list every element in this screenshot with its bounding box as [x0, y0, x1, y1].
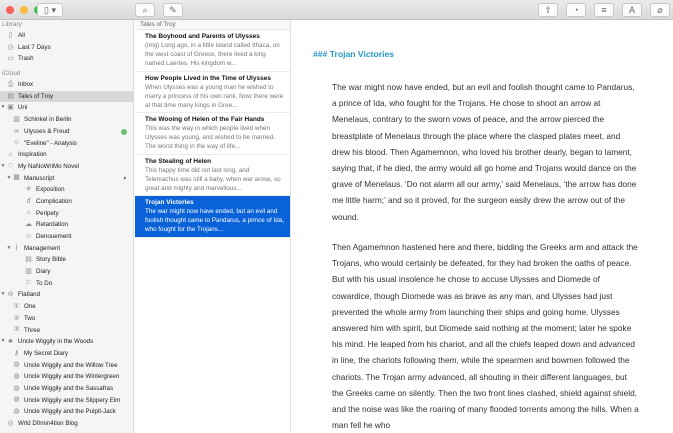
sheet-item[interactable]: How People Lived in the Time of Ulysses When Ulysses was a young man he wished to marry a princess of his own rank. Now there were at that time many kings in Gree... — [135, 72, 290, 114]
sidebar-item-willow-tree[interactable]: ◍ Uncle Wiggily and the Willow Tree — [13, 361, 118, 369]
glasses-icon: ∞ — [14, 127, 19, 135]
disclosure-triangle[interactable]: ▼ — [0, 104, 6, 111]
sidebar-item-last-7-days[interactable]: ◷ Last 7 Days — [7, 43, 51, 51]
acorn-icon: ◍ — [13, 384, 20, 392]
disclosure-triangle[interactable]: ▼ — [0, 291, 6, 298]
doc-icon: ▤ — [25, 256, 32, 264]
share-button[interactable] — [538, 3, 558, 17]
compose-button[interactable] — [163, 3, 183, 17]
disclosure-triangle[interactable]: ▼ — [0, 338, 6, 345]
toolbar — [0, 0, 673, 20]
goals-button[interactable] — [566, 3, 586, 17]
attachment-button[interactable] — [650, 3, 670, 17]
acorn-icon: ◍ — [13, 373, 20, 381]
sidebar-item-wintergreen[interactable]: ◍ Uncle Wiggily and the Wintergreen — [13, 373, 120, 381]
minimize-button[interactable] — [20, 6, 28, 14]
sidebar-item-all[interactable]: ▯ All — [0, 30, 133, 42]
group-icon: ▣ — [7, 104, 14, 112]
sidebar-item-secret-diary[interactable]: ⚷ My Secret Diary — [13, 349, 69, 357]
sidebar-item-uni[interactable]: ▼ ▣ Uni — [0, 102, 133, 114]
inbox-icon: ⎙ — [7, 80, 14, 88]
sheet-list-header: Tales of Troy — [135, 20, 290, 30]
search-icon: ⌕ — [142, 4, 148, 15]
close-button[interactable] — [6, 6, 14, 14]
section-label-library: Library — [2, 21, 22, 28]
book-icon: ▤ — [7, 92, 14, 100]
smile-icon: ☺ — [24, 232, 33, 240]
sidebar-item-peripety[interactable]: ⌂ Peripety — [0, 208, 133, 220]
sidebar-item-uncle-wiggily-woods[interactable]: ▼ ♣ Uncle Wiggily in the Woods — [0, 336, 133, 348]
list-button[interactable] — [594, 3, 614, 17]
person-icon: ☺ — [12, 139, 21, 147]
sheet-icon: ▯ — [8, 31, 13, 39]
sheet-item[interactable]: The Stealing of Helen This happy time did not last long, and Telemachus was still a baby, when war arose, so great and mighty and marvellous... — [135, 155, 290, 197]
sidebar-item-pulpit-jack[interactable]: ◍ Uncle Wiggily and the Pulpit-Jack — [13, 408, 116, 416]
gauge-icon: ◔ — [573, 5, 579, 15]
acorn-icon: ◍ — [13, 408, 20, 416]
sidebar-item-denouement[interactable]: ☺ Denouement — [24, 232, 72, 240]
acorn-icon: ◍ — [13, 396, 20, 404]
editor[interactable] — [292, 20, 673, 433]
sheet-heading: ### Trojan Victories — [313, 49, 395, 59]
sheet-item[interactable]: The Wooing of Helen of the Fair Hands This was the way in which people lived when Ulysses was young, and wished to be married. The worst thing in the way of life... — [135, 113, 290, 155]
share-icon: ⇧ — [544, 4, 552, 15]
paragraph: The war might now have ended, but an evil and foolish thought came to Pandarus, a prince of Ida, who fought for the Trojans. He chose to shoot an arrow at Menelaus, contrary to the sworn vows of peace, and the arrow pierced the breastplate of Menelaus through the place where the clasped plates meet, and drew his blood. Then Agamemnon, who loved his brother dearly, began to lament, saying that, if he died, the army would all go home and Trojans would dance on the grave of Menelaus. ‘Do not alarm all our army,’ said Menelaus, ‘the arrow has done me little harm;’ and so it proved, for the surgeon easily drew the arrow out of the wound. — [332, 82, 637, 222]
bulb-icon: ☼ — [7, 151, 14, 159]
sidebar-item-diary[interactable]: ▥ Diary — [25, 267, 51, 276]
flag-icon: ⚐ — [25, 279, 32, 287]
num-3-icon: ③ — [13, 326, 20, 334]
list-icon: ≡ — [601, 5, 607, 15]
trash-icon: ▭ — [7, 55, 14, 63]
calendar-icon: ▥ — [25, 267, 32, 275]
sidebar-item-complication[interactable]: ɗ Complication — [0, 196, 133, 208]
alien-icon: ⊖ — [7, 291, 14, 299]
sidebar-item-inspiration[interactable]: ☼ Inspiration — [7, 151, 47, 159]
sidebar-item-flatland[interactable]: ▼ ⊖ Flatland — [0, 289, 133, 301]
progress-icon: ◗ — [122, 174, 127, 182]
sheet-item-selected[interactable]: Trojan Victories The war might now have ended, but an evil and foolish thought came to Pandarus, a prince of Ida, who fought for the Trojans... — [135, 196, 290, 238]
num-2-icon: ② — [13, 314, 20, 322]
sidebar-item-schinkel[interactable]: ▥ Schinkel in Berlin — [13, 115, 72, 124]
sheet-item[interactable]: The Boyhood and Parents of Ulysses (img) Long ago, in a little island called Ithaca, on the west coast of Greece, there lived a king named Laertes. His kingdom w... — [135, 30, 290, 72]
sidebar-item-inbox[interactable]: ⎙ Inbox — [7, 80, 34, 89]
sheet-list — [135, 20, 291, 433]
globe-icon: ◎ — [7, 419, 14, 427]
text-format-icon: A — [628, 5, 635, 15]
sidebar-item-exposition[interactable]: ✳ Exposition — [25, 186, 65, 194]
sidebar-item-manuscript[interactable]: ▼ ▦ Manuscript ◗ — [0, 173, 133, 185]
cloud-icon: ☁ — [25, 221, 32, 229]
heart-icon: ♡ — [7, 162, 14, 170]
sidebar-item-sassafras[interactable]: ◍ Uncle Wiggily and the Sassafras — [13, 384, 114, 392]
arch-icon: ⌂ — [26, 209, 31, 217]
disclosure-triangle[interactable]: ▼ — [6, 244, 12, 251]
sidebar-item-to-do[interactable]: ⚐ To Do — [25, 279, 53, 287]
sidebar-item-three[interactable]: ③ Three — [13, 326, 41, 334]
status-badge — [121, 129, 127, 135]
compose-icon: ✎ — [169, 4, 177, 15]
sidebar-item-eveline[interactable]: ☺ "Eveline" - Analysis — [12, 139, 77, 147]
paperclip-icon: ⌇ — [14, 244, 19, 252]
sidebar-item-retardation[interactable]: ☁ Retardation — [25, 221, 68, 229]
section-label-icloud: iCloud — [2, 70, 21, 78]
paragraph: Then Agamemnon hastened here and there, bidding the Greeks arm and attack the Trojans, who would certainly be defeated, for they had broken the oaths of peace. But with his usual insolence he chose to accuse Ulysses and Diomede of cowardice, though Diomede was as brave as any man, and Ulysses had just prevented the whole army from launching their ships and going home. Ulysses answered him with spirit, but Diomede said nothing at the moment; later he spoke his mind. He leaped from his chariot, and all the chiefs leaped down and advanced in line, the chariots following them, while the spearmen and bowmen followed the chariots. The Trojan army advanced, all shouting in their different languages, but the Greeks came on silently. Then the two front lines clashed, shield against shield, and the noise was like the roaring of many flooded torrents among the hills. When a man fell he who — [332, 242, 639, 431]
sidebar-item-story-bible[interactable]: ▤ Story Bible — [25, 256, 66, 264]
tree-icon: ♣ — [8, 338, 13, 346]
sidebar — [0, 20, 134, 433]
search-button[interactable] — [135, 3, 155, 17]
sidebar-icon: ▯ ▾ — [44, 4, 56, 15]
acorn-icon: ◍ — [13, 361, 20, 369]
sidebar-item-slippery-elm[interactable]: ◍ Uncle Wiggily and the Slippery Elm — [13, 396, 121, 404]
num-1-icon: ① — [13, 302, 20, 310]
sidebar-toggle-button[interactable] — [37, 3, 63, 17]
disclosure-triangle[interactable]: ▼ — [6, 174, 12, 181]
key-icon: ⚷ — [13, 349, 20, 357]
sidebar-item-tales-of-troy[interactable]: ▤ Tales of Troy — [0, 91, 133, 103]
sidebar-item-management[interactable]: ▼ ⌇ Management — [0, 243, 133, 255]
sidebar-item-ulysses-freud[interactable]: ∞ Ulysses & Freud — [0, 126, 133, 138]
clock-icon: ◷ — [7, 43, 14, 51]
sidebar-item-two[interactable]: ② Two — [13, 314, 36, 322]
disclosure-triangle[interactable]: ▼ — [0, 162, 6, 169]
bomb-icon: ɗ — [26, 197, 31, 205]
building-icon: ▥ — [13, 115, 20, 123]
paperclip-icon: ⌀ — [657, 4, 663, 15]
grid-icon: ▦ — [13, 174, 20, 182]
sidebar-item-trash[interactable]: ▭ Trash — [7, 55, 34, 63]
format-button[interactable] — [622, 3, 642, 17]
sidebar-item-world-domination-blog[interactable]: ◎ Wrld D0min4tion Blog — [7, 419, 78, 427]
sidebar-item-one[interactable]: ① One — [13, 302, 36, 311]
sidebar-item-nanowrimo[interactable]: ▼ ♡ My NaNoWriMo Novel — [0, 161, 133, 173]
sun-icon: ✳ — [25, 186, 32, 194]
